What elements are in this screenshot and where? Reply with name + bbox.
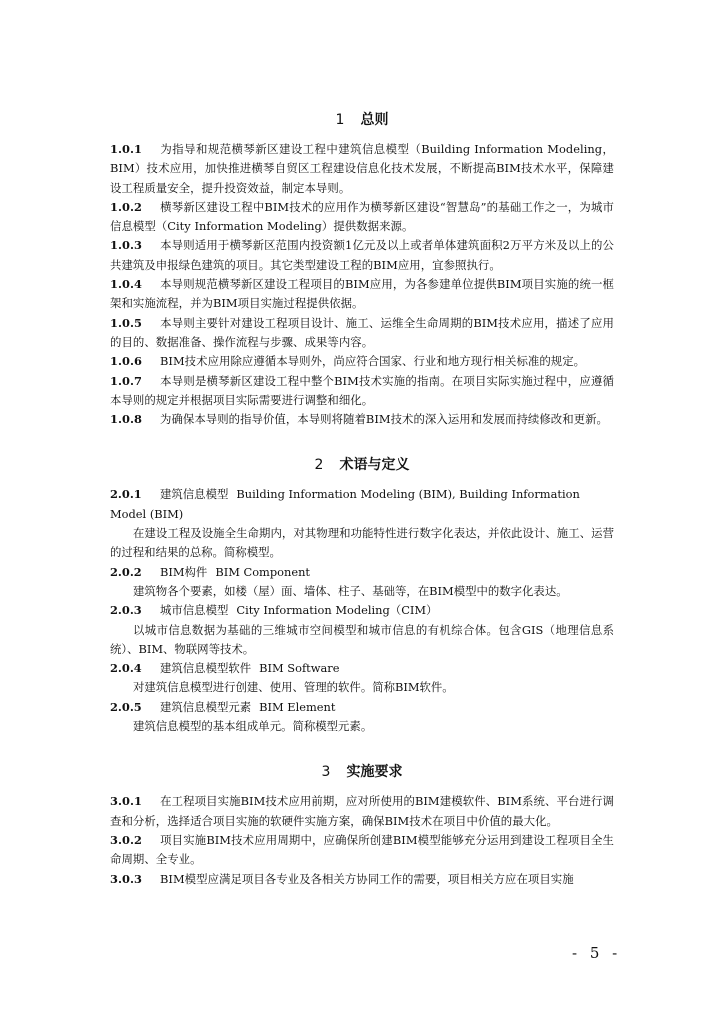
term-name: 建筑信息模型软件 <box>160 661 252 676</box>
clause <box>110 236 614 275</box>
clause-text: 为指导和规范横琴新区建设工程中建筑信息模型（Building Information Modeling，BIM）技术应用，加快推进横琴自贸区工程建设信息化技术发展，不断提高BIM技术水平，保障建设工程质量安全，提升投资效益，制定本导则。 <box>110 142 614 195</box>
term-english: BIM Element <box>259 699 336 714</box>
term-number: 2.0.4 <box>110 661 142 676</box>
term-english: BIM Software <box>259 661 340 676</box>
clause-text: 横琴新区建设工程中BIM技术的应用作为横琴新区建设“智慧岛”的基础工作之一，为城市信息模型（City Information Modeling）提供数据来源。 <box>110 199 614 234</box>
clause-number: 1.0.3 <box>110 238 142 253</box>
clause <box>110 275 614 314</box>
section-title: 术语与定义 <box>339 457 410 474</box>
clause-number: 3.0.1 <box>110 794 142 809</box>
term-number: 2.0.2 <box>110 564 142 579</box>
clause <box>110 198 614 237</box>
term-entry <box>110 485 614 562</box>
page-number: - 5 - <box>572 944 622 962</box>
section-1-heading <box>110 110 614 130</box>
term-heading <box>110 659 614 678</box>
term-heading <box>110 563 614 582</box>
section-title: 实施要求 <box>346 764 403 781</box>
clause-text: 在工程项目实施BIM技术应用前期，应对所使用的BIM建模软件、BIM系统、平台进行调查和分析，选择适合项目实施的软硬件实施方案，确保BIM技术在项目中价值的最大化。 <box>110 794 614 828</box>
clause-number: 1.0.1 <box>110 142 142 156</box>
clause-number: 1.0.8 <box>110 412 142 427</box>
term-definition: 建筑信息模型的基本组成单元。简称模型元素。 <box>133 719 373 734</box>
term-heading <box>110 485 614 524</box>
clause-text: 本导则适用于横琴新区范围内投资额1亿元及以上或者单体建筑面积2万平方米及以上的公共建筑及申报绿色建筑的项目。其它类型建设工程的BIM应用，宜参照执行。 <box>110 238 614 272</box>
section-title: 总则 <box>360 112 389 128</box>
clause-text: 本导则主要针对建设工程项目设计、施工、运维全生命周期的BIM技术应用，描述了应用的目的、数据准备、操作流程与步骤、成果等内容。 <box>110 315 614 349</box>
clause <box>110 410 614 429</box>
term-number: 2.0.5 <box>110 699 142 714</box>
term-name: 建筑信息模型元素 <box>160 699 252 714</box>
section-number: 3 <box>321 764 331 781</box>
clause-number: 1.0.5 <box>110 315 142 330</box>
clause <box>110 140 614 198</box>
clause-text: BIM技术应用除应遵循本导则外，尚应符合国家、行业和地方现行相关标准的规定。 <box>160 354 586 369</box>
term-entry <box>110 563 614 602</box>
clause-text: 本导则是横琴新区建设工程中整个BIM技术实施的指南。在项目实际实施过程中，应遵循本导则的规定并根据项目实际需要进行调整和细化。 <box>110 373 614 407</box>
clause <box>110 372 614 411</box>
clause <box>110 314 614 353</box>
term-entry <box>110 698 614 737</box>
term-entry <box>110 601 614 659</box>
term-english: BIM Component <box>215 564 310 579</box>
clause <box>110 352 614 371</box>
section-3-heading <box>110 762 614 782</box>
term-name: BIM构件 <box>160 564 208 579</box>
section-number: 2 <box>314 457 324 474</box>
section-number: 1 <box>335 112 345 128</box>
section-2-heading <box>110 455 614 475</box>
clause-number: 1.0.4 <box>110 277 142 292</box>
clause-number: 3.0.3 <box>110 871 142 886</box>
clause-text: 为确保本导则的指导价值，本导则将随着BIM技术的深入运用和发展而持续修改和更新。 <box>160 412 608 427</box>
term-entry <box>110 659 614 698</box>
term-heading <box>110 698 614 717</box>
term-definition: 建筑物各个要素，如楼（屋）面、墙体、柱子、基础等，在BIM模型中的数字化表达。 <box>133 583 568 598</box>
clause <box>110 870 614 889</box>
term-number: 2.0.1 <box>110 487 142 502</box>
document-page <box>110 110 614 889</box>
term-definition: 以城市信息数据为基础的三维城市空间模型和城市信息的有机综合体。包含GIS（地理信息系统）、BIM、物联网等技术。 <box>110 622 614 656</box>
clause-text: BIM模型应满足项目各专业及各相关方协同工作的需要，项目相关方应在项目实施 <box>160 871 574 886</box>
term-english: Building Information Modeling (BIM), Building Information Model (BIM) <box>110 487 580 521</box>
term-heading <box>110 601 614 620</box>
term-number: 2.0.3 <box>110 603 142 618</box>
clause-number: 1.0.2 <box>110 199 142 214</box>
clause-number: 1.0.7 <box>110 373 142 388</box>
clause <box>110 792 614 831</box>
term-name: 城市信息模型 <box>160 603 229 618</box>
term-definition: 对建筑信息模型进行创建、使用、管理的软件。简称BIM软件。 <box>133 680 454 695</box>
clause-number: 1.0.6 <box>110 354 142 369</box>
term-definition: 在建设工程及设施全生命期内，对其物理和功能特性进行数字化表达，并依此设计、施工、运营的过程和结果的总称。简称模型。 <box>110 526 614 560</box>
clause <box>110 831 614 870</box>
clause-text: 本导则规范横琴新区建设工程项目的BIM应用，为各参建单位提供BIM项目实施的统一框架和实施流程，并为BIM项目实施过程提供依据。 <box>110 277 614 311</box>
clause-text: 项目实施BIM技术应用周期中，应确保所创建BIM模型能够充分运用到建设工程项目全生命周期、全专业。 <box>110 832 614 867</box>
clause-number: 3.0.2 <box>110 832 142 847</box>
term-english: City Information Modeling（CIM） <box>236 603 438 618</box>
term-name: 建筑信息模型 <box>160 487 229 502</box>
